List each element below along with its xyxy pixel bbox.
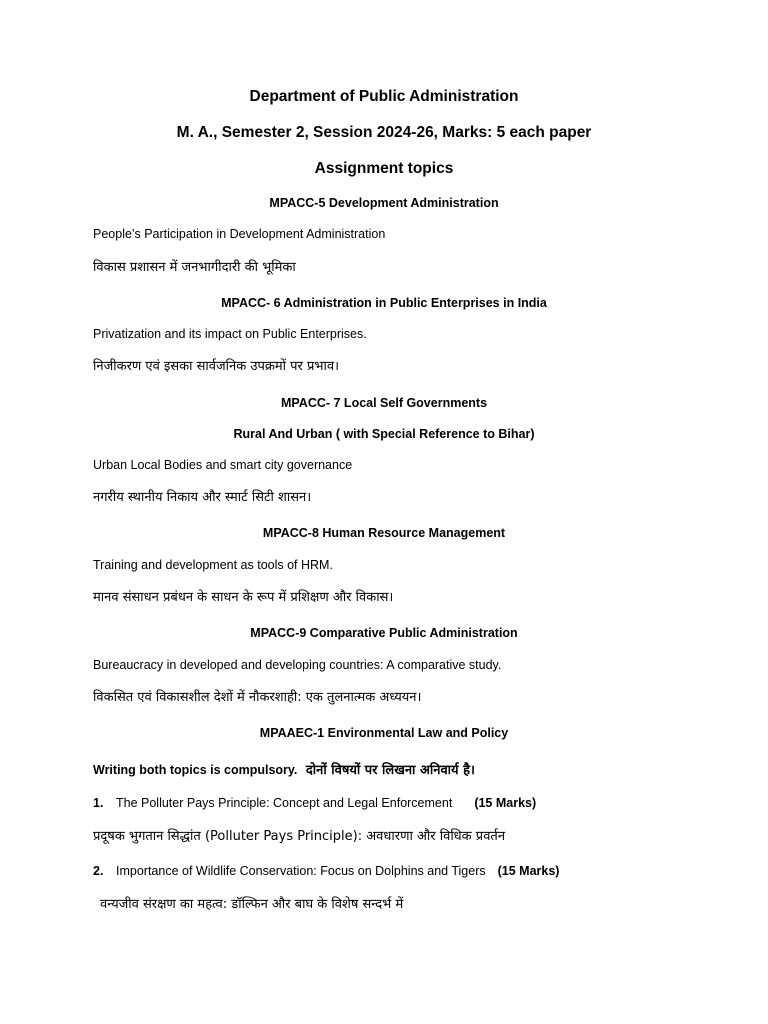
instruction-hi: दोनों विषयों पर लिखना अनिवार्य है। xyxy=(305,763,475,778)
paper-topic-hi-mpacc6: निजीकरण एवं इसका सार्वजनिक उपक्रमों पर प्रभाव। xyxy=(93,359,340,374)
paper-topic-hi-mpacc8: मानव संसाधन प्रबंधन के साधन के रूप में प्रशिक्षण और विकास। xyxy=(93,590,394,605)
topic-marks: (15 Marks) xyxy=(497,864,560,878)
paper-topic-hi-mpacc9: विकसित एवं विकासशील देशों में नौकरशाही: एक तुलनात्मक अध्ययन। xyxy=(93,690,422,705)
paper-topic-en-mpacc8: Training and development as tools of HRM. xyxy=(93,558,333,572)
topic-number: 2. xyxy=(93,864,104,878)
session-line: M. A., Semester 2, Session 2024-26, Marks: 5 each paper xyxy=(176,124,592,141)
paper-title-mpacc8: MPACC-8 Human Resource Management xyxy=(262,526,506,540)
compulsory-instruction xyxy=(93,760,475,779)
paper-title-mpacc7: MPACC- 7 Local Self Governments xyxy=(280,396,488,410)
paper-subtitle-mpacc7: Rural And Urban ( with Special Reference to Bihar) xyxy=(233,427,535,441)
paper-title-mpacc9: MPACC-9 Comparative Public Administration xyxy=(250,626,518,640)
paper-title-mpacc5: MPACC-5 Development Administration xyxy=(269,196,499,210)
paper-topic-en-mpacc9: Bureaucracy in developed and developing countries: A comparative study. xyxy=(93,658,502,672)
aec-topic-2 xyxy=(93,864,559,879)
aec-topic-2-hi: वन्यजीव संरक्षण का महत्व: डॉल्फिन और बाघ के विशेष सन्दर्भ में xyxy=(100,897,404,912)
paper-title-mpaaec1: MPAAEC-1 Environmental Law and Policy xyxy=(259,726,509,740)
aec-topic-1-hi: प्रदूषक भुगतान सिद्धांत (Polluter Pays Principle): अवधारणा और विधिक प्रवर्तन xyxy=(93,829,506,844)
department-title: Department of Public Administration xyxy=(249,88,519,105)
instruction-en: Writing both topics is compulsory. xyxy=(93,763,298,777)
paper-topic-en-mpacc6: Privatization and its impact on Public Enterprises. xyxy=(93,327,367,341)
topic-number: 1. xyxy=(93,796,104,810)
topic-title-en: Importance of Wildlife Conservation: Focus on Dolphins and Tigers xyxy=(116,864,486,878)
topic-title-en: The Polluter Pays Principle: Concept and Legal Enforcement xyxy=(116,796,453,810)
paper-topic-hi-mpacc7: नगरीय स्थानीय निकाय और स्मार्ट सिटी शासन। xyxy=(93,490,312,505)
paper-topic-hi-mpacc5: विकास प्रशासन में जनभागीदारी की भूमिका xyxy=(93,260,296,275)
paper-topic-en-mpacc7: Urban Local Bodies and smart city governance xyxy=(93,458,353,472)
paper-title-mpacc6: MPACC- 6 Administration in Public Enterprises in India xyxy=(221,296,547,310)
topic-marks: (15 Marks) xyxy=(474,796,537,810)
aec-topic-1 xyxy=(93,796,536,811)
assignment-heading: Assignment topics xyxy=(314,160,454,177)
paper-topic-en-mpacc5: People’s Participation in Development Administration xyxy=(93,227,386,241)
